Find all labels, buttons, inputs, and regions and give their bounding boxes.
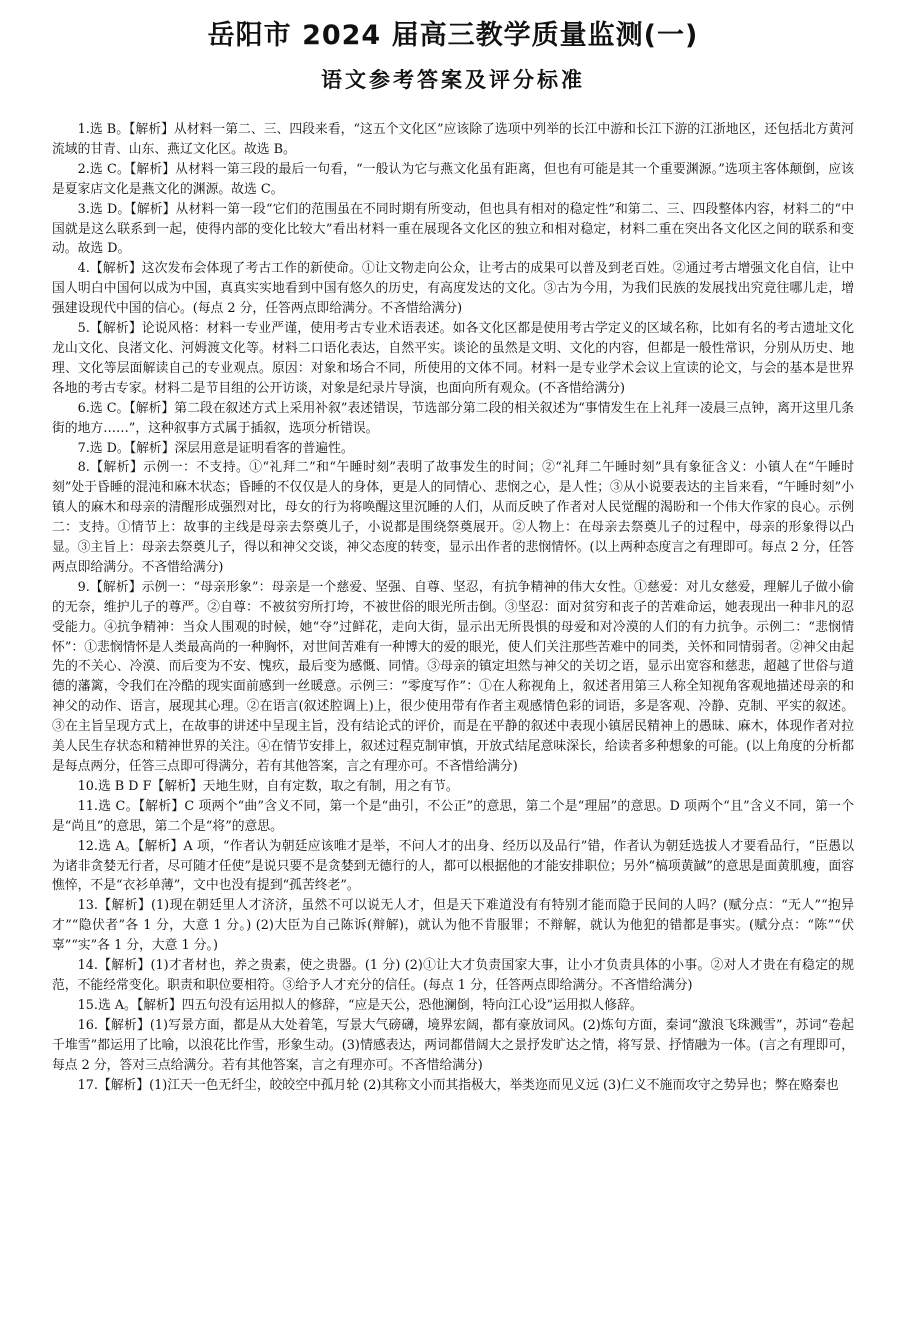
answer-item-12: 12.选 A。【解析】A 项，“作者认为朝廷应该唯才是举，不问人才的出身、经历以及品行”错，作者认为朝廷选拔人才要看品行，“臣愚以为诸非贪婪无行者，尽可随才任使”是说只要不是贪婪到无德行的人，都可以根据他的才能安排职位；另外“槁项黄馘”的意思是面黄肌瘦，面容憔悴，不是“衣衫单薄”，文中也没有提到“孤苦终老”。 (52, 838, 854, 894)
answer-item-14: 14.【解析】(1)才者材也，养之贵素，使之贵器。(1 分) (2)①让大才负责国家大事，让小才负责具体的小事。②对人才贵在有稳定的规范，不能经常变化。职责和职位要相符。③给予人才充分的信任。(每点 1 分，任答两点即给满分。不吝惜给满分) (52, 958, 854, 993)
answer-list (52, 120, 854, 1095)
answer-item-13: 13.【解析】(1)现在朝廷里人才济济，虽然不可以说无人才，但是天下难道没有有特别才能而隐于民间的人吗？(赋分点：“无人”“抱异才”“隐伏者”各 1 分，大意 1 分。) (2)大臣为自己陈诉(辩解)，就认为他不肯服罪；不辩解，就认为他犯的错都是事实。(赋分点：“陈”“伏辜”“实”各 1 分，大意 1 分。) (52, 898, 854, 954)
answer-item-10: 10.选 B D F【解析】天地生财，自有定数，取之有制，用之有节。 (77, 778, 459, 794)
answer-item-1: 1.选 B。【解析】从材料一第二、三、四段来看，“这五个文化区”应该除了选项中列举的长江中游和长江下游的江浙地区，还包括北方黄河流域的甘青、山东、燕辽文化区。故选 B。 (52, 122, 854, 157)
answer-item-16: 16.【解析】(1)写景方面，都是从大处着笔，写景大气磅礴，境界宏阔，都有豪放词风。(2)炼句方面，秦词“激浪飞珠溅雪”，苏词“卷起千堆雪”都运用了比喻，以浪花比作雪，形象生动。(3)情感表达，两词都借阔大之景抒发旷达之情，将写景、抒情融为一体。(言之有理即可，每点 2 分，答对三点给满分。若有其他答案，言之有理亦可。不吝惜给满分) (52, 1017, 854, 1073)
page-subtitle: 语文参考答案及评分标准 (321, 67, 585, 92)
answer-item-7: 7.选 D。【解析】深层用意是证明看客的普遍性。 (77, 440, 354, 456)
answer-item-2: 2.选 C。【解析】从材料一第三段的最后一句看，“一般认为它与燕文化虽有距离，但也有可能是其一个重要渊源。”选项主客体颠倒，应该是夏家店文化是燕文化的渊源。故选 C。 (52, 161, 854, 197)
answer-item-15: 15.选 A。【解析】四五句没有运用拟人的修辞，“应是天公，恐他澜倒，特向江心设”运用拟人修辞。 (77, 997, 643, 1013)
page-title: 岳阳市 2024 届高三教学质量监测(一) (207, 20, 699, 51)
answer-item-9: 9.【解析】示例一：“母亲形象”：母亲是一个慈爱、坚强、自尊、坚忍，有抗争精神的伟大女性。①慈爱：对儿女慈爱，理解儿子做小偷的无奈，维护儿子的尊严。②自尊：不被贫穷所打垮，不被世俗的眼光所击倒。③坚忍：面对贫穷和丧子的苦难命运，她表现出一种非凡的忍受能力。④抗争精神：当众人围观的时候，她“夺”过鲜花，走向大街，显示出无所畏惧的母爱和对冷漠的人们的有力抗争。示例二：“悲悯情怀”：①悲悯情怀是人类最高尚的一种胸怀，对世间苦难有一种博大的爱的眼光，使人们关注那些苦难中的同类，关怀和同情弱者。②神父由起先的不关心、冷漠、而后变为不安、愧疚，最后变为感慨、同情。③母亲的镇定坦然与神父的关切之语，显示出宽容和慈悲，超越了世俗与道德的藩篱，令我们在冷酷的现实面前感到一丝暖意。示例三：“零度写作”：①在人称视角上，叙述者用第三人称全知视角客观地描述母亲的和神父的动作、语言，展现其心理。②在语言(叙述腔调上)上，很少使用带有作者主观感情色彩的词语，多是客观、冷静、克制、平实的叙述。③在主旨呈现方式上，在故事的讲述中呈现主旨，没有结论式的评价，而是在平静的叙述中表现小镇居民精神上的愚昧、麻木，体现作者对拉美人民生存状态和精神世界的关注。④在情节安排上，叙述过程克制审慎，开放式结尾意味深长，给读者多种想象的可能。(以上角度的分析都是每点两分，任答三点即可得满分，若有其他答案，言之有理亦可。不吝惜给满分) (52, 579, 854, 774)
answer-item-11: 11.选 C。【解析】C 项两个“曲”含义不同，第一个是“曲引，不公正”的意思，第二个是“理屈”的意思。D 项两个“且”含义不同，第一个是“尚且”的意思，第二个是“将”的意思。 (52, 798, 854, 834)
answer-item-17: 17.【解析】(1)江天一色无纤尘，皎皎空中孤月轮 (2)其称文小而其指极大，举类迩而见义远 (3)仁义不施而攻守之势异也；弊在赂秦也 (77, 1077, 839, 1093)
answer-item-3: 3.选 D。【解析】从材料一第一段“它们的范围虽在不同时期有所变动，但也具有相对的稳定性”和第二、三、四段整体内容，材料二的“中国就是这么联系到一起，使得内部的变化比较大”看出材料一重在展现各文化区的独立和相对稳定，材料二重在突出各文化区之间的联系和变动。故选 D。 (52, 201, 854, 257)
answer-item-8: 8.【解析】示例一：不支持。①“礼拜二”和“午睡时刻”表明了故事发生的时间；②“礼拜二午睡时刻”具有象征含义：小镇人在“午睡时刻”处于昏睡的混沌和麻木状态；昏睡的不仅仅是人的身体，更是人的同情心、悲悯之心，是人性；③从小说要表达的主旨来看，“午睡时刻”小镇人的麻木和母亲的清醒形成强烈对比，母女的行为将唤醒这里沉睡的人们，从而反映了作者对人民觉醒的渴盼和一个伟大作家的良心。示例二：支持。①情节上：故事的主线是母亲去祭奠儿子，小说都是围绕祭奠展开。②人物上：在母亲去祭奠儿子的过程中，母亲的形象得以凸显。③主旨上：母亲去祭奠儿子，得以和神父交谈，神父态度的转变，显示出作者的悲悯情怀。(以上两种态度言之有理即可。每点 2 分，任答两点即给满分。不吝惜给满分) (52, 460, 854, 575)
answer-item-6: 6.选 C。【解析】第二段在叙述方式上采用补叙”表述错误，节选部分第二段的相关叙述为“事情发生在上礼拜一凌晨三点钟，离开这里几条街的地方……”，这种叙事方式属于插叙，选项分析错误。 (52, 400, 854, 436)
answer-item-4: 4.【解析】这次发布会体现了考古工作的新使命。①让文物走向公众，让考古的成果可以普及到老百姓。②通过考古增强文化自信，让中国人明白中国何以成为中国，真真实实地看到中国有悠久的历史，有高度发达的文化。③古为今用，为我们民族的发展找出究竟往哪儿走，增强建设现代中国的信心。(每点 2 分，任答两点即给满分。不吝惜给满分) (52, 261, 854, 317)
answer-item-5: 5.【解析】论说风格：材料一专业严谨，使用考古专业术语表述。如各文化区都是使用考古学定义的区域名称，比如有名的考古遗址文化龙山文化、良渚文化、河姆渡文化等。材料二口语化表达，自然平实。谈论的虽然是文明、文化的内容，但都是一般性常识，分别从历史、地理、文化等层面解读自己的专业观点。原因：对象和场合不同，所使用的文体不同。材料一是专业学术会议上宣读的论文，与会的基本是世界各地的考古专家。材料二是节目组的公开访谈，对象是纪录片导演，也面向所有观众。(不吝惜给满分) (52, 321, 854, 396)
